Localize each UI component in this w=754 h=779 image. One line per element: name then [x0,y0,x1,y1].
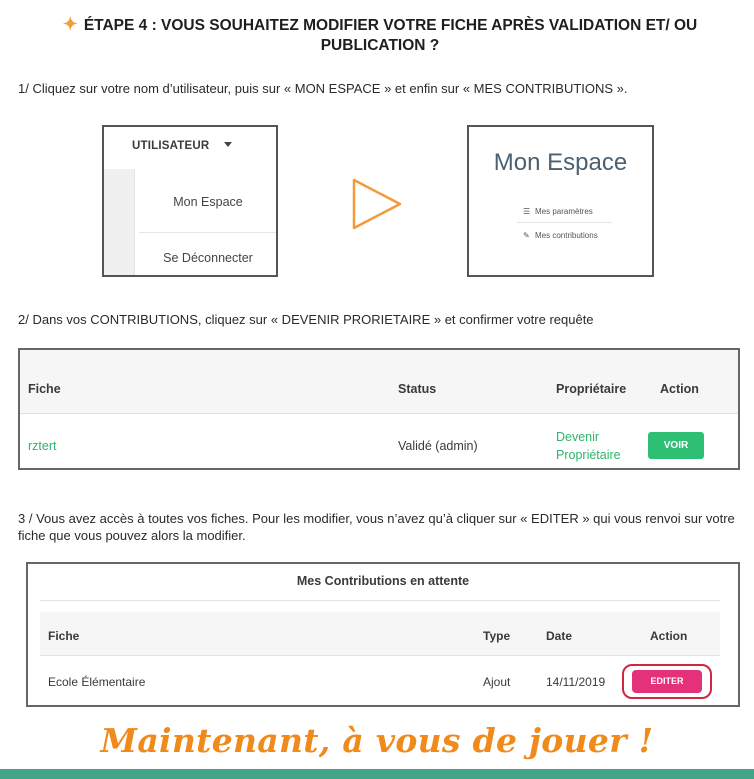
step-2-instruction: 2/ Dans vos CONTRIBUTIONS, cliquez sur « DEVENIR PRORIETAIRE » et confirmer votre requête [18,312,594,327]
space-divider [517,222,612,223]
contributions-table [18,348,740,470]
devenir-proprietaire-link[interactable]: Devenir [556,430,600,444]
table-header-row [40,612,720,656]
mon-espace-screenshot [467,125,654,277]
col-header-fiche: Fiche [28,382,61,396]
step-heading-text: ÉTAPE 4 : VOUS SOUHAITEZ MODIFIER VOTRE FICHE APRÈS VALIDATION ET/ OU PUBLICATION ? [83,17,698,54]
status-text: Validé (admin) [398,439,478,453]
step-1-instruction: 1/ Cliquez sur votre nom d’utilisateur, puis sur « MON ESPACE » et enfin sur « MES CONTRIBUTIONS ». [18,81,628,96]
col-header-type: Type [483,629,511,643]
devenir-proprietaire-link-line2[interactable]: Propriétaire [556,448,621,462]
user-menu-header[interactable] [104,127,276,169]
date-text: 14/11/2019 [546,675,606,689]
col-header-status: Status [398,382,437,396]
menu-divider [139,232,277,233]
col-header-date: Date [546,629,573,643]
fiche-link[interactable]: Ecole Élémentaire [48,675,146,689]
menu-left-strip [104,169,134,277]
user-dropdown-menu [134,169,278,277]
col-header-proprietaire: Propriétaire [556,382,627,396]
user-menu-screenshot [102,125,278,277]
step-heading [20,14,740,56]
voir-button[interactable]: VOIR [648,432,704,459]
play-arrow-icon [352,178,404,230]
call-to-action-tagline: Maintenant, à vous de jouer ! [100,721,654,760]
caret-down-icon[interactable] [224,142,232,147]
table-header-row [20,350,738,414]
pending-contributions-table [26,562,740,707]
mes-parametres-label: Mes paramètres [535,207,593,216]
type-text: Ajout [483,675,511,689]
editer-button[interactable]: EDITER [632,670,702,693]
col-header-action: Action [650,629,688,643]
menu-item-mes-contributions[interactable] [523,231,598,240]
menu-item-mon-espace[interactable]: Mon Espace [173,195,243,209]
fiche-link[interactable]: rztert [28,439,57,453]
col-header-action: Action [660,382,699,396]
title-divider [40,600,720,601]
username-label[interactable]: UTILISATEUR [132,140,210,152]
pencil-icon: ✎ [523,231,530,240]
sparkle-icon: ✦ [62,14,78,34]
menu-item-mes-parametres[interactable] [523,207,593,216]
mes-contributions-label: Mes contributions [535,231,598,240]
col-header-fiche: Fiche [48,629,80,643]
bottom-accent-bar [0,769,754,779]
step-3-instruction: 3 / Vous avez accès à toutes vos fiches. Pour les modifier, vous n’avez qu’à cliquer sur « EDITER » qui vous renvoi sur votre fiche que vous pouvez alors la modifier. [18,511,735,543]
mon-espace-title: Mon Espace [493,149,628,176]
menu-item-se-deconnecter[interactable]: Se Déconnecter [163,251,253,265]
pending-table-title: Mes Contributions en attente [296,574,470,588]
settings-sliders-icon: ☰ [523,207,531,216]
